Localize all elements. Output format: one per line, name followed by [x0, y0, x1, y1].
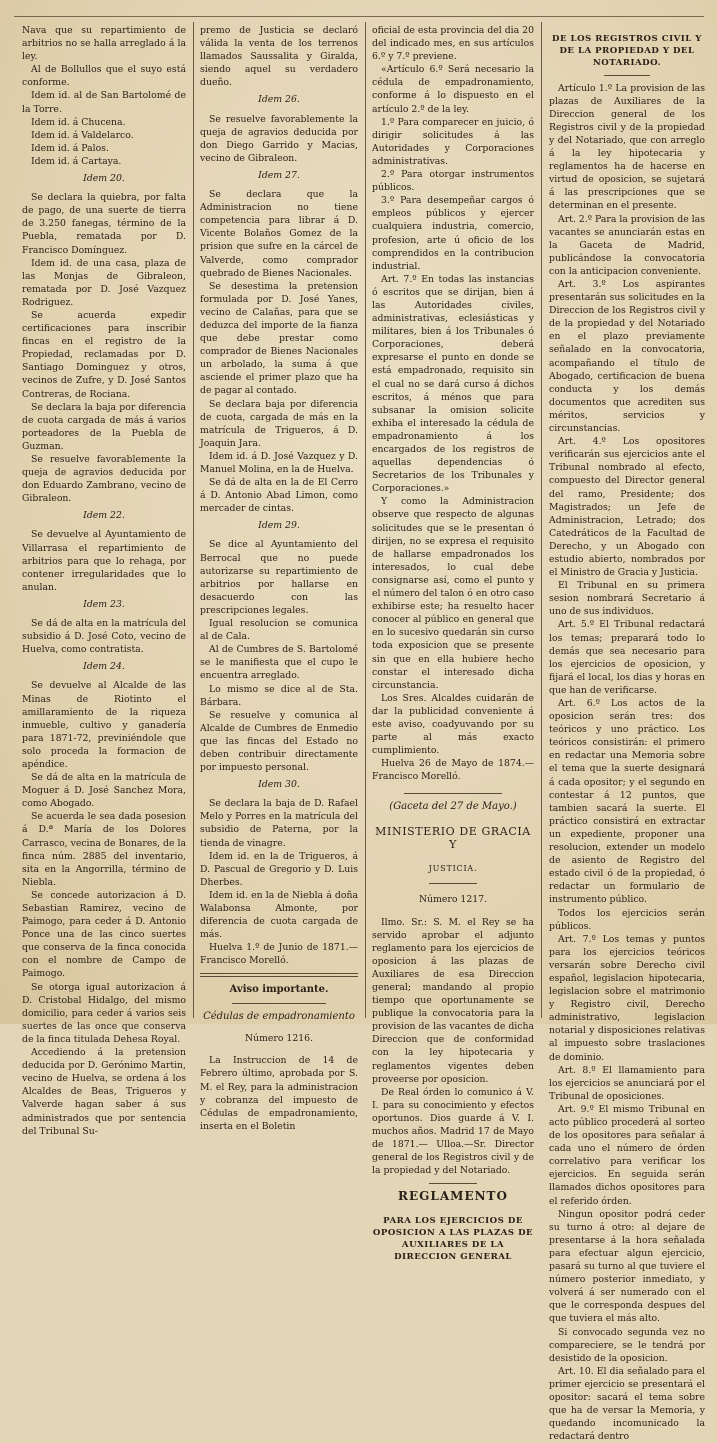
paragraph: Se declara la baja por diferencia de cuota cargada de más á varios porteadores de la Puebla de Guzman. — [22, 401, 186, 452]
paragraph: Se declara la baja de D. Rafael Melo y Porres en la matrícula del subsidio de Paterna, por la tienda de vinagre. — [200, 798, 358, 849]
article: Si convocado segunda vez no compareciere, se le tendrá por desistido de la oposicion. — [549, 1326, 705, 1364]
paragraph: Idem id. á Palos. — [31, 142, 109, 154]
paragraph: Art. 7.º En todas las instancias ó escritos que se dirijan, bien á las Autoridades civiles, administrativas, eclesiásticas y militares, bien á los Tribunales ó Corporaciones, deberá expresarse el punto en donde se está empadronado, requisito sin el cual no se dará curso á dichos escritos, á ménos que para subsanar la omision solicite exhiba el interesado la cédula de empadronamiento á los encargados de los registros de aquellas dependencias ó Secretarios de los Tribunales y Corporaciones.» — [372, 273, 534, 495]
article: Art. 4.º Los opositores verificarán sus ejercicios ante el Tribunal nombrado al efecto, compuesto del Director general del ramo, Presidente; dos Magistrados; un Jefe de Administracion, Letrado; dos Catedráticos de la Facultad de Derecho, y un Abogado con estudio abierto, nombrados por el Ministro de Gracia y Justicia. — [549, 436, 705, 579]
top-border — [14, 16, 704, 17]
column-1 — [22, 24, 186, 1137]
paragraph: Los Sres. Alcaldes cuidarán de dar la publicidad conveniente á este aviso, coadyuvando por su parte al más exacto cumplimiento. — [372, 692, 534, 757]
section-heading: Idem 23. — [83, 598, 125, 610]
paragraph: Idem id. á Chucena. — [31, 116, 126, 128]
regulation-heading-continued: DE LOS REGISTROS CIVIL Y DE LA PROPIEDAD Y DEL NOTARIADO. — [552, 33, 702, 68]
paragraph: Se dá de alta en la matrícula del subsidio á D. José Coto, vecino de Huelva, como contratista. — [22, 618, 186, 656]
paragraph: Idem id. de una casa, plaza de las Monjas de Gibraleon, rematada por D. José Vazquez Rodriguez. — [22, 257, 186, 308]
paragraph: Nava que su repartimiento de arbitrios no se halla arreglado á la ley. — [22, 25, 186, 63]
section-heading: Idem 29. — [258, 520, 300, 532]
section-heading: Idem 22. — [83, 510, 125, 522]
paragraph: Se dá de alta en la matrícula de Moguer á D. José Sanchez Mora, como Abogado. — [22, 772, 186, 810]
article: El Tribunal en su primera sesion nombrará Secretario á uno de sus individuos. — [549, 580, 705, 618]
paragraph: Ilmo. Sr.: S. M. el Rey se ha servido aprobar el adjunto reglamento para los ejercicios de oposicion á las plazas de Auxiliares de esa Direccion general; mandando al propio tiempo que oportunamente se publique la convocatoria para la provision de las vacantes de dicha Direccion que de conformidad con la ley hipotecaria y reglamentos vigentes deben proveerse por oposicion. — [372, 916, 534, 1085]
divider — [232, 1003, 327, 1004]
article: Art. 6.º Los actos de la oposicion serán tres: dos teóricos y uno práctico. Los teóricos consistirán: el primero en redactar una Memoria sobre el tema que la suerte designará á cada opositor; y el segundo en contestar á 12 puntos, que tambien sacará la suerte. El práctico consistirá en extractar un expediente, proponer una resolucion, extender un modelo de asiento de Registro del estado civil ó de la propiedad, ó redactar un formulario de instrumento público. — [549, 698, 705, 906]
ministry-subheading: JUSTICIA. — [428, 863, 478, 873]
paragraph: 3.º Para desempeñar cargos ó empleos públicos y ejercer cualquiera industria, comercio, profesion, arte ú oficio de los comprendidos en la contribucion industrial. — [372, 195, 534, 272]
section-heading: Idem 20. — [83, 173, 125, 185]
paragraph: Idem id. á Cartaya. — [31, 155, 122, 167]
paragraph: Se desestima la pretension formulada por D. José Yanes, vecino de Calañas, para que se deduzca del importe de la fianza que debe prestar como comprador de Bienes Nacionales un arbolado, la suma á que asciende el primer plazo que ha de pagar al contado. — [200, 280, 358, 397]
article: Art. 8.º El llamamiento para los ejercicios se anunciará por el Tribunal de oposiciones. — [549, 1064, 705, 1102]
column-2 — [200, 24, 358, 1132]
regulation-subheading: PARA LOS EJERCICIOS DE OPOSICION A LAS PLAZAS DE AUXILIARES DE LA DIRECCION GENERAL — [372, 1216, 534, 1263]
paragraph: Se resuelve favorablemente la queja de agravios deducida por don Eduardo Zambrano, vecino de Gibraleon. — [22, 454, 186, 505]
paragraph: premo de Justicia se declaró válida la venta de los terrenos llamados Saussalita y Giralda, siendo aquel su verdadero dueño. — [200, 25, 358, 89]
article: Art. 2.º Para la provision de las vacantes se anunciarán estas en la Gaceta de Madrid, publicándose la convocatoria con la anticipacion conveniente. — [549, 213, 705, 277]
paragraph: Igual resolucion se comunica al de Cala. — [200, 618, 358, 643]
section-heading: Idem 30. — [258, 779, 300, 791]
article: Art. 5.º El Tribunal redactará los temas; preparará todo lo demás que sea necesario para los ejercicios de oposicion, y fijará el local, los dias y horas en que han de verificarse. — [549, 619, 705, 696]
paragraph: Idem id. á Valdelarco. — [31, 129, 134, 141]
paragraph: Se declara la quiebra, por falta de pago, de una suerte de tierra de 3.250 fanegas, término de la Puebla, rematada por D. Francisco Domínguez. — [22, 192, 186, 256]
paragraph: Idem id. á D. José Vazquez y D. Manuel Molina, en la de Huelva. — [200, 450, 358, 475]
divider — [429, 1183, 478, 1184]
number-label: Número 1217. — [418, 894, 488, 906]
signature-line: Huelva 1.º de Junio de 1871.— Francisco Morelló. — [200, 942, 358, 967]
divider — [604, 75, 651, 76]
section-heading: Idem 26. — [258, 94, 300, 106]
divider — [200, 973, 358, 977]
column-3 — [372, 24, 534, 1263]
paragraph: Al de Cumbres de S. Bartolomé se le manifiesta que el cupo le encuentra arreglado. — [200, 644, 358, 682]
paragraph: 1.º Para comparecer en juicio, ó dirigir solicitudes á las Autoridades y Corporaciones administrativas. — [372, 116, 534, 167]
paragraph: Se acuerda expedir certificaciones para inscribir fincas en el registro de la Propiedad, reclamadas por D. Santiago Dominguez y otros, vecinos de Zufre, y D. José Santos Contreras, de Rociana. — [22, 309, 186, 400]
paragraph: De Real órden lo comunico á V. I. para su conocimiento y efectos oportunos. Dios guarde á V. I. muchos años. Madrid 17 de Mayo de 1871.— Ulloa.—Sr. Director general de los Registros civil y de la propiedad y del Notariado. — [372, 1086, 534, 1177]
paragraph: Lo mismo se dice al de Sta. Bárbara. — [200, 683, 358, 708]
paragraph: Y como la Administracion observe que respecto de algunas solicitudes que se le presentan ó dirijen, no se expresa el requisito de hallarse empadronados los interesados, lo cual debe consignarse así, como el punto y el número del talon ó en otro caso exhibirse este; ha resuelto hacer conocer al público en general que en lo sucesivo quedarán sin curso toda exposicion que se presente sin que en ella hubiere hecho constar el interesado dicha circunstancia. — [372, 496, 534, 691]
paragraph: Se resuelve favorablemente la queja de agravios deducida por don Diego Garrido y Macias, vecino de Gibraleon. — [200, 113, 358, 164]
column-rule — [365, 22, 366, 1018]
paragraph: Se concede autorizacion á D. Sebastian Ramirez, vecino de Paimogo, para ceder á D. Antonio Ponce una de las cinco suertes que conserva de la finca conocida con el nombre de Campo de Paimogo. — [22, 889, 186, 980]
paragraph: Se devuelve al Alcalde de las Minas de Riotinto el amillaramiento de la riqueza inmueble, cultivo y ganadería para 1871-72, previniéndole que solo proceda la formacion de apéndice. — [22, 680, 186, 770]
signature-line: Huelva 26 de Mayo de 1874.— Francisco Morelló. — [372, 758, 534, 783]
paragraph: Se dá de alta en la de El Cerro á D. Antonio Abad Limon, como mercader de cintas. — [200, 477, 358, 515]
paragraph: Se acuerda le sea dada posesion á D.ª María de los Dolores Carrasco, vecina de Bonares, de la finca núm. 2885 del inventario, sita en la Angorrilla, término de Niebla. — [22, 811, 186, 888]
column-rule — [193, 22, 194, 1018]
article: Art. 10. El dia señalado para el primer ejercicio se presentará el opositor: sacará el tema sobre que ha de versar la Memoria, y quedando incomunicado la redactará dentro — [549, 1365, 705, 1443]
paragraph: oficial de esta provincia del dia 20 del indicado mes, en sus artículos 6.º y 7.º previene. — [372, 25, 534, 63]
paragraph: Se dice al Ayuntamiento del Berrocal que no puede autorizarse su repartimiento de arbitrios por hallarse en desacuerdo con las prescripciones legales. — [200, 539, 358, 616]
section-heading: Idem 24. — [83, 661, 125, 673]
paragraph: Se declara baja por diferencia de cuota, cargada de más en la matrícula de Trigueros, á D. Joaquin Jara. — [200, 398, 358, 449]
article: Art. 3.º Los aspirantes presentarán sus solicitudes en la Direccion de los Registros civil y de la propiedad y del Notariado en el plazo previamente señalado en la convocatoria, acompañando el título de Abogado, certificacion de buena conducta y los demás documentos que acrediten sus méritos, servicios y circunstancias. — [549, 279, 705, 435]
paragraph: «Artículo 6.º Será necesario la cédula de empadronamiento, conforme á lo dispuesto en el artículo 2.º de la ley. — [372, 64, 534, 115]
paragraph: Accediendo á la pretension deducida por D. Gerónimo Martin, vecino de Huelva, se ordena á los Alcaldes de Beas, Trigueros y Valverde hagan saber á sus administrados que por sentencia del Tribunal Su- — [22, 1047, 186, 1137]
gazette-reference: (Gaceta del 27 de Mayo.) — [389, 801, 517, 813]
notice-subtitle: Cédulas de empadronamiento — [203, 1010, 355, 1022]
paragraph: Se declara que la Administracion no tiene competencia para librar á D. Vicente Bolaños Gomez de la prision que sufre en la cárcel de Valverde, como comprador quebrado de Bienes Nacionales. — [200, 189, 358, 279]
article: Ningun opositor podrá ceder su turno á otro: al dejare de presentarse á la hora señalada para efectuar algun ejercicio, pasará su turno al que tuviere el número posterior inmediato, y volverá á ser numerado con el que le corresponda despues del que tuviera el más alto. — [549, 1208, 705, 1325]
article: Art. 9.º El mismo Tribunal en acto público procederá al sorteo de los opositores para señalar á cada uno el número de órden correlativo para verificar los ejercicios. En seguida serán llamados dichos opositores para el referido órden. — [549, 1103, 705, 1207]
regulation-heading: REGLAMENTO — [398, 1189, 508, 1204]
paragraph: Al de Bollullos que el suyo está conforme. — [22, 64, 186, 89]
divider — [404, 793, 501, 794]
article: Artículo 1.º La provision de las plazas de Auxiliares de la Direccion general de los Registros civil y de la propiedad y del Notariado, que con arreglo á la ley hipotecaria y reglamentos ha de hacerse en virtud de oposicion, se sujetará á las prescripciones que se determinan en el presente. — [549, 82, 705, 212]
paragraph: Se devuelve al Ayuntamiento de Villarrasa el repartimiento de arbitrios para que lo rehaga, por contener irregularidades que lo anulan. — [22, 529, 186, 593]
paragraph: La Instruccion de 14 de Febrero último, aprobada por S. M. el Rey, para la administracion y cobranza del impuesto de Cédulas de empadronamiento, inserta en el Boletin — [200, 1055, 358, 1132]
paragraph: Idem id. al de San Bartolomé de la Torre. — [22, 90, 186, 115]
article: Todos los ejercicios serán públicos. — [549, 907, 705, 932]
paragraph: 2.º Para otorgar instrumentos públicos. — [372, 169, 534, 194]
number-label: Número 1216. — [244, 1032, 314, 1044]
paragraph: Se resuelve y comunica al Alcalde de Cumbres de Enmedio que las fincas del Estado no deben contribuir directamente por impuesto personal. — [200, 709, 358, 774]
paragraph: Idem id. en la de Trigueros, á D. Pascual de Gregorio y D. Luis Dherbes. — [200, 850, 358, 888]
section-heading: Idem 27. — [258, 169, 300, 181]
ministry-heading: MINISTERIO DE GRACIA Y — [375, 824, 531, 851]
divider — [429, 883, 478, 884]
notice-title: Aviso importante. — [229, 984, 329, 996]
column-4 — [549, 24, 705, 1443]
column-rule — [541, 22, 542, 1018]
article: Art. 7.º Los temas y puntos para los ejercicios teóricos versarán sobre Derecho civil español, legislacion hipotecaria, legislacion sobre el matrimonio y Registro civil, Derecho administrativo, legislacion notarial y disposiciones relativas al impuesto sobre traslaciones de dominio. — [549, 933, 705, 1063]
paragraph: Idem id. en la de Niebla á doña Walabonsa Almonte, por diferencia de cuota cargada de más. — [200, 889, 358, 941]
paragraph: Se otorga igual autorizacion á D. Cristobal Hidalgo, del mismo domicilio, para ceder á varios seis suertes de las once que conserva de la finca titulada Dehesa Royal. — [22, 981, 186, 1045]
